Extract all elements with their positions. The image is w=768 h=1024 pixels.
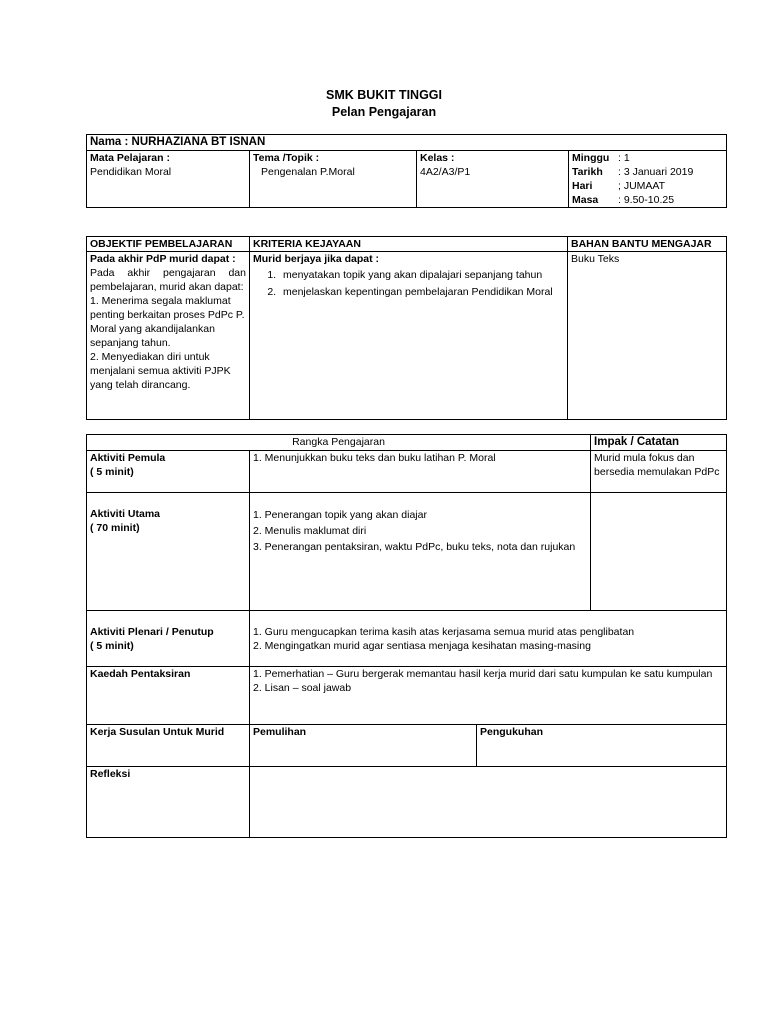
starter-activity-impact: Murid mula fokus dan bersedia memulakan PdPc bbox=[591, 451, 727, 493]
plenary-item: 1. Guru mengucapkan terima kasih atas kerjasama semua murid atas penglibatan bbox=[253, 626, 635, 638]
teacher-name: Nama : NURHAZIANA BT ISNAN bbox=[87, 135, 727, 151]
assessment-cell bbox=[250, 667, 727, 725]
week-label: Minggu bbox=[572, 152, 610, 164]
schedule-cell bbox=[569, 151, 727, 208]
subject-cell bbox=[87, 151, 250, 208]
subject-value: Pendidikan Moral bbox=[90, 166, 172, 178]
date-label: Tarikh bbox=[572, 166, 603, 178]
main-activity-cell bbox=[250, 493, 591, 611]
document-title: Pelan Pengajaran bbox=[331, 105, 437, 119]
materials-header: BAHAN BANTU MENGAJAR bbox=[568, 237, 727, 252]
main-activity-item: 3. Penerangan pentaksiran, waktu PdPc, buku teks, nota dan rujukan bbox=[253, 541, 576, 553]
time-value: : 9.50-10.25 bbox=[618, 194, 675, 206]
week-value: : 1 bbox=[618, 152, 630, 164]
objectives-table bbox=[86, 236, 727, 420]
plenary-label: Aktiviti Plenari / Penutup bbox=[90, 626, 214, 638]
criteria-list bbox=[253, 268, 564, 299]
main-activity-item: 1. Penerangan topik yang akan diajar bbox=[253, 509, 427, 521]
objectives-intro: Pada akhir PdP murid dapat : bbox=[90, 253, 236, 265]
enrichment-label: Pengukuhan bbox=[477, 725, 727, 767]
materials-cell bbox=[568, 252, 727, 420]
plenary-label-cell bbox=[87, 611, 250, 667]
topic-cell bbox=[250, 151, 417, 208]
main-activity-label: Aktiviti Utama bbox=[90, 508, 161, 520]
starter-activity-label-cell bbox=[87, 451, 250, 493]
day-value: ; JUMAAT bbox=[618, 180, 666, 192]
lesson-outline-table bbox=[86, 434, 727, 838]
subject-label: Mata Pelajaran : bbox=[90, 152, 170, 164]
criteria-intro: Murid berjaya jika dapat : bbox=[253, 253, 380, 265]
class-label: Kelas : bbox=[420, 152, 455, 164]
objectives-cell bbox=[87, 252, 250, 420]
date-value: : 3 Januari 2019 bbox=[618, 166, 694, 178]
main-activity-impact bbox=[591, 493, 727, 611]
class-cell bbox=[417, 151, 569, 208]
reflection-label: Refleksi bbox=[87, 767, 250, 838]
criteria-item: 2. menjelaskan kepentingan pembelajaran Pendidikan Moral bbox=[279, 285, 564, 299]
main-activity-label-cell bbox=[87, 493, 250, 611]
criteria-header: KRITERIA KEJAYAAN bbox=[250, 237, 568, 252]
plenary-cell bbox=[250, 611, 727, 667]
criteria-item: 1. menyatakan topik yang akan dipalajari sepanjang tahun bbox=[279, 268, 564, 282]
objectives-header: OBJEKTIF PEMBELAJARAN bbox=[87, 237, 250, 252]
topic-label: Tema /Topik : bbox=[253, 152, 320, 164]
main-activity-item: 2. Menulis maklumat diri bbox=[253, 525, 367, 537]
outline-header: Rangka Pengajaran bbox=[87, 435, 591, 451]
impact-header: Impak / Catatan bbox=[591, 435, 727, 451]
plenary-item: 2. Mengingatkan murid agar sentiasa menjaga kesihatan masing-masing bbox=[253, 640, 591, 652]
objectives-text: Pada akhir pengajaran dan pembelajaran, murid akan dapat: bbox=[90, 267, 246, 293]
assessment-item: 2. Lisan – soal jawab bbox=[253, 682, 352, 694]
reflection-cell bbox=[250, 767, 727, 838]
materials-value: Buku Teks bbox=[571, 253, 620, 265]
remedial-label: Pemulihan bbox=[250, 725, 477, 767]
time-label: Masa bbox=[572, 194, 599, 206]
day-label: Hari bbox=[572, 180, 593, 192]
class-value: 4A2/A3/P1 bbox=[420, 166, 471, 178]
topic-value: Pengenalan P.Moral bbox=[261, 166, 355, 178]
starter-activity-time: ( 5 minit) bbox=[90, 466, 134, 478]
starter-activity-label: Aktiviti Pemula bbox=[90, 452, 166, 464]
teacher-info-table bbox=[86, 134, 727, 208]
plenary-time: ( 5 minit) bbox=[90, 640, 134, 652]
follow-up-label: Kerja Susulan Untuk Murid bbox=[87, 725, 250, 767]
main-activity-time: ( 70 minit) bbox=[90, 522, 140, 534]
objective-point-1: 1. Menerima segala maklumat penting berkaitan proses PdPc P. Moral yang akandijalankan sepanjang tahun. bbox=[90, 295, 245, 349]
criteria-cell bbox=[250, 252, 568, 420]
objective-point-2: 2. Menyediakan diri untuk menjalani semua aktiviti PJPK yang telah dirancang. bbox=[90, 351, 231, 391]
assessment-item: 1. Pemerhatian – Guru bergerak memantau hasil kerja murid dari satu kumpulan ke satu kumpulan bbox=[253, 668, 713, 680]
school-name: SMK BUKIT TINGGI bbox=[326, 88, 442, 102]
assessment-label: Kaedah Pentaksiran bbox=[87, 667, 250, 725]
starter-activity-text: 1. Menunjukkan buku teks dan buku latihan P. Moral bbox=[250, 451, 591, 493]
